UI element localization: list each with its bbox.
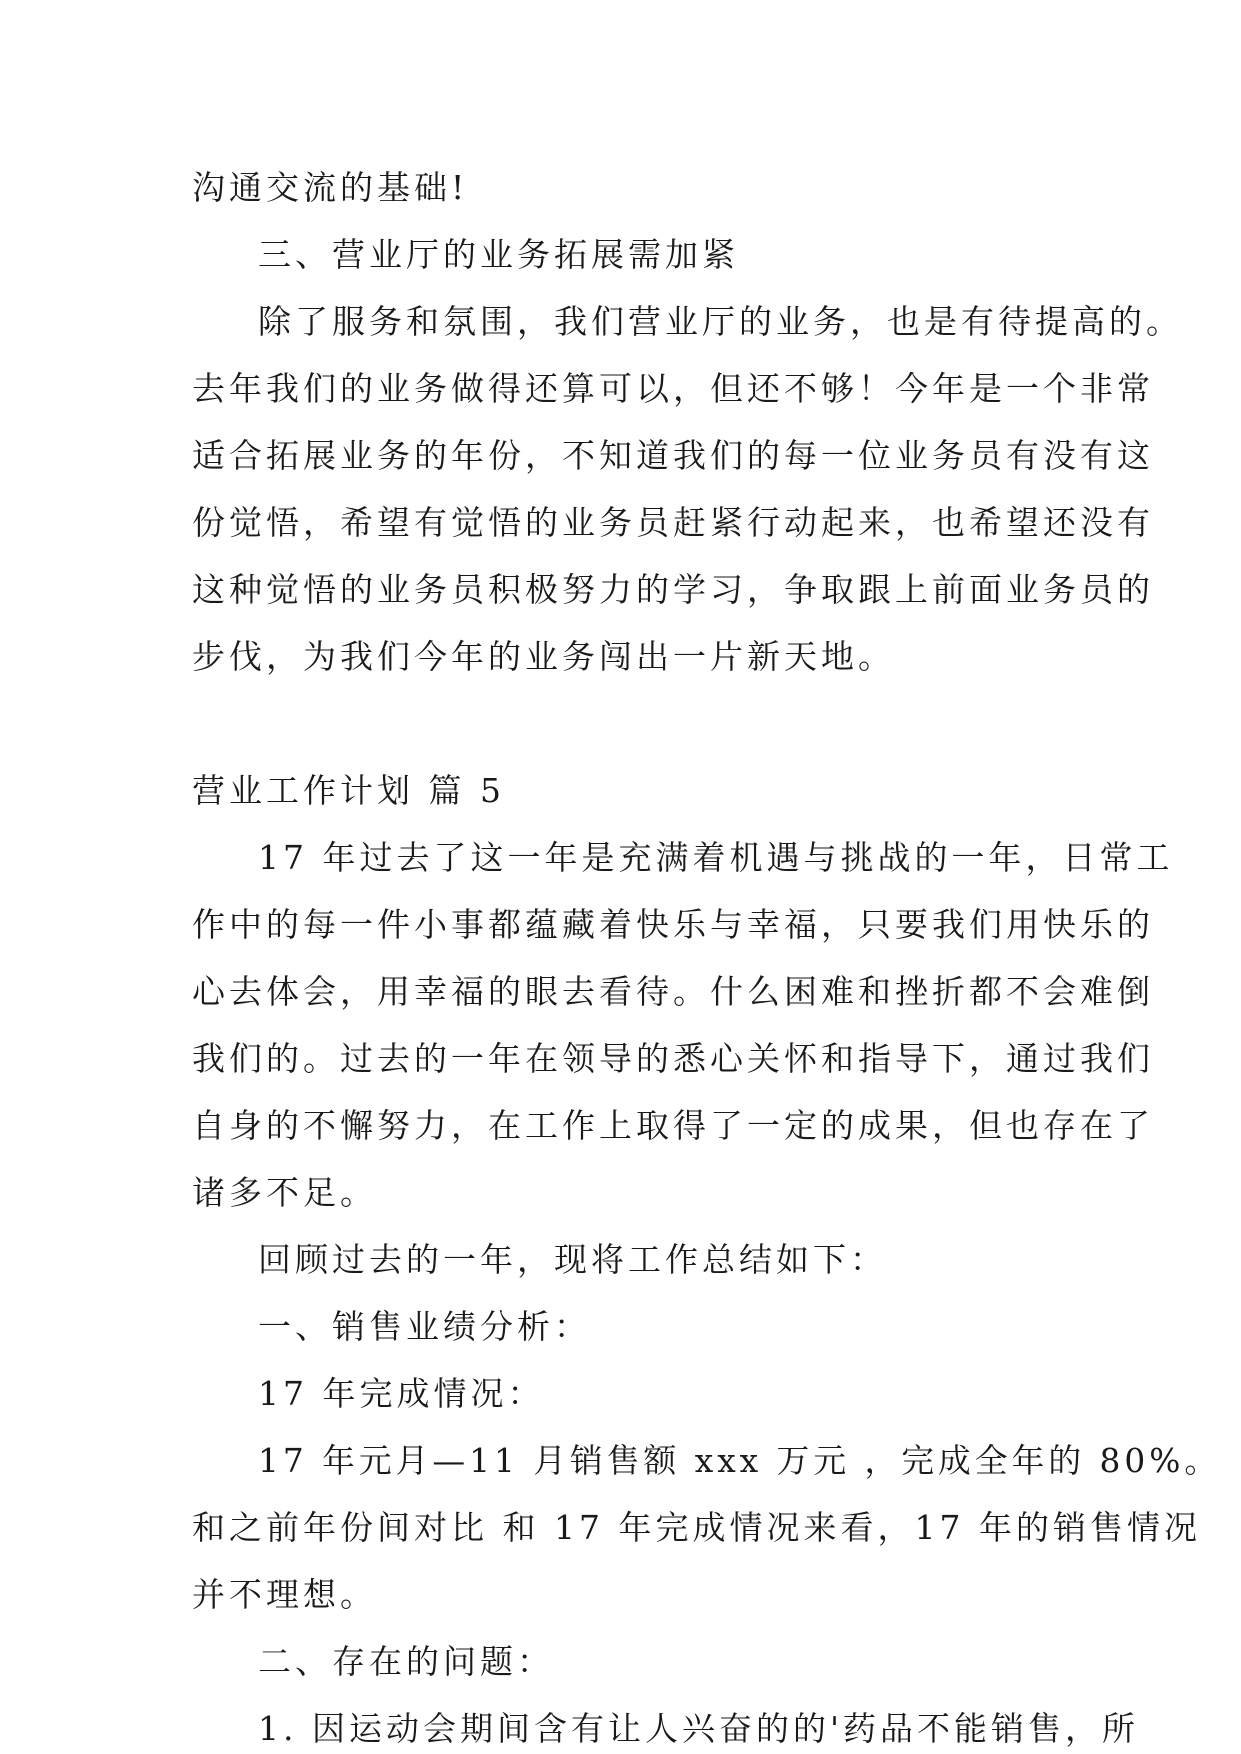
paragraph-line: 作中的每一件小事都蕴藏着快乐与幸福，只要我们用快乐的 xyxy=(192,905,1154,944)
paragraph-line: 自身的不懈努力，在工作上取得了一定的成果，但也存在了 xyxy=(192,1106,1154,1145)
paragraph-line: 和之前年份间对比 和 17 年完成情况来看，17 年的销售情况 xyxy=(192,1508,1201,1547)
section-heading: 一、销售业绩分析： xyxy=(258,1307,591,1346)
paragraph-line: 沟通交流的基础! xyxy=(192,168,469,207)
paragraph-line: 回顾过去的一年，现将工作总结如下： xyxy=(258,1240,887,1279)
paragraph-line: 17 年过去了这一年是充满着机遇与挑战的一年，日常工 xyxy=(258,838,1174,877)
paragraph-line: 份觉悟，希望有觉悟的业务员赶紧行动起来，也希望还没有 xyxy=(192,503,1154,542)
paragraph-line: 17 年元月—11 月销售额 xxx 万元 ，完成全年的 80%。 xyxy=(258,1441,1222,1480)
paragraph-line: 并不理想。 xyxy=(192,1575,377,1614)
paragraph-line: 17 年完成情况： xyxy=(258,1374,545,1413)
paragraph-line: 我们的。过去的一年在领导的悉心关怀和指导下，通过我们 xyxy=(192,1039,1154,1078)
paragraph-line: 适合拓展业务的年份，不知道我们的每一位业务员有没有这 xyxy=(192,436,1154,475)
paragraph-line: 除了服务和氛围，我们营业厅的业务，也是有待提高的。 xyxy=(258,302,1183,341)
paragraph-line: 步伐，为我们今年的业务闯出一片新天地。 xyxy=(192,637,895,676)
list-item: 1. 因运动会期间含有让人兴奋的的'药品不能销售，所 xyxy=(258,1709,1140,1748)
paragraph-line: 去年我们的业务做得还算可以，但还不够！今年是一个非常 xyxy=(192,369,1154,408)
paragraph-line: 这种觉悟的业务员积极努力的学习，争取跟上前面业务员的 xyxy=(192,570,1154,609)
section-heading: 三、营业厅的业务拓展需加紧 xyxy=(258,235,739,274)
document-title: 营业工作计划 篇 5 xyxy=(192,771,505,810)
paragraph-line: 心去体会，用幸福的眼去看待。什么困难和挫折都不会难倒 xyxy=(192,972,1154,1011)
section-heading: 二、存在的问题： xyxy=(258,1642,554,1681)
paragraph-line: 诸多不足。 xyxy=(192,1173,377,1212)
